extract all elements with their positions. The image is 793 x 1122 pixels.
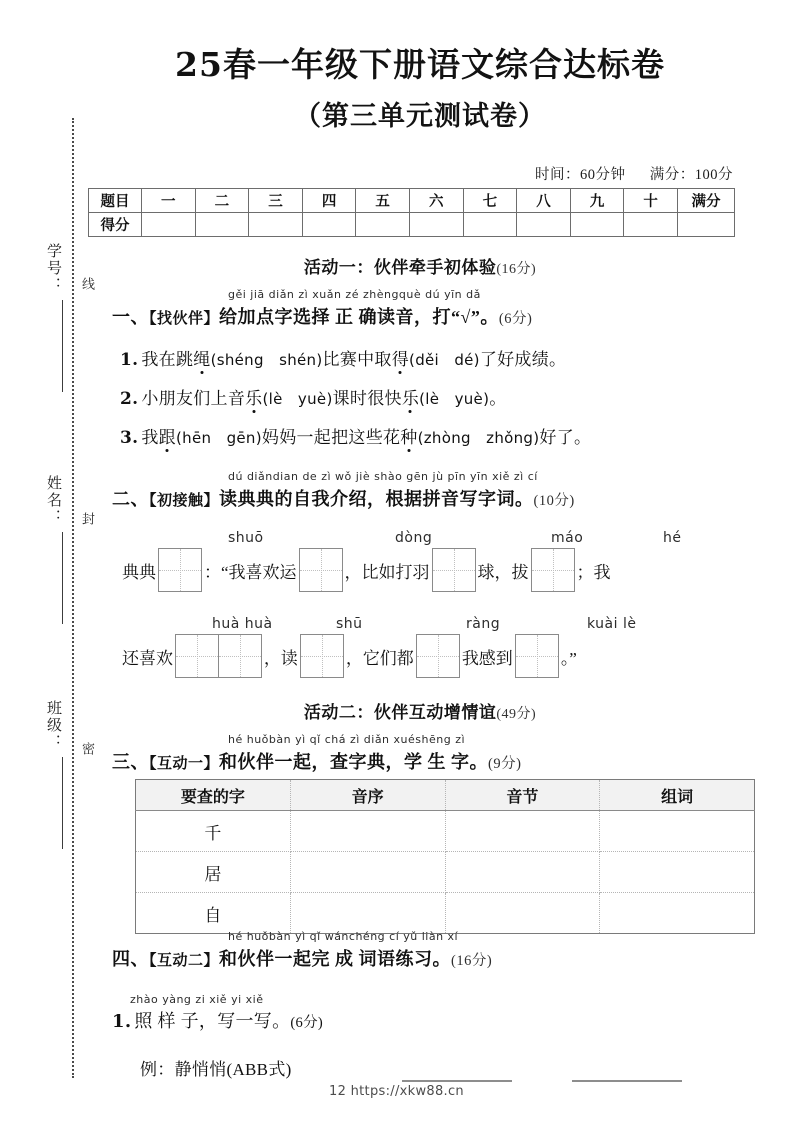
q4-points: (16分) [451,953,493,969]
score-table-row-label-得分: 得分 [89,213,142,237]
q4-text: 和伙伴一起完 成 词语练习。 [219,949,452,969]
seal-dotted-line [72,118,74,1078]
dict-row-3-char: 自 [136,893,291,934]
dict-row-3-yinxu[interactable] [290,893,445,934]
q2-heading [112,485,575,511]
q1-item-3-before: 我 [141,428,159,447]
student-name-rule [62,532,64,624]
student-number-label: 学号： [45,243,61,294]
score-value-6[interactable] [409,213,463,237]
q2-points: (10分) [533,493,575,509]
score-col-7: 七 [463,189,517,213]
seal-char-xian: 线 [80,277,95,290]
q2-line1-seg1: 典典 [122,562,156,582]
dict-row-1-char: 千 [136,811,291,852]
q2-line1-seg3: ，比如打羽 [344,562,430,582]
dict-header-yinxu: 音序 [290,780,445,811]
score-col-6: 六 [409,189,463,213]
q1-tag: 【找伙伴】 [149,311,220,327]
activity-1-heading [100,253,740,278]
q4-sub1-pinyin: zhào yàng zi xiě yi xiě [130,993,264,1006]
tianzige-cell[interactable] [300,634,344,678]
q3-number: 三、 [112,752,149,772]
q4-sub1-number: 1. [112,1011,132,1032]
q1-item-2-after: 。 [489,389,507,408]
dict-header-zuci: 组词 [600,780,755,811]
score-col-5: 五 [356,189,410,213]
score-value-4[interactable] [302,213,356,237]
q2-line2-seg4: 我感到 [461,648,513,668]
dict-row-3-zuci[interactable] [600,893,755,934]
score-value-9[interactable] [570,213,624,237]
score-table-value-row [89,213,735,237]
q2-line2-answer-box-4[interactable] [515,634,559,678]
q2-line1-seg4: 球，拔 [477,562,529,582]
q1-item-3-after: 好了。 [539,428,592,447]
q4-sub1-answer-blank-1[interactable] [402,1080,512,1082]
q4-number: 四、 [112,949,149,969]
score-value-1[interactable] [142,213,196,237]
title-block [100,46,740,133]
dictionary-lookup-table [135,779,755,934]
dict-row-1-zuci[interactable] [600,811,755,852]
tianzige-cell[interactable] [299,548,343,592]
q4-sub1-example: 例：静悄悄(ABB式) [140,1060,292,1079]
q1-item-3-middle: 妈妈一起把这些花 [261,428,401,447]
student-number-rule [62,300,64,392]
q2-line2-seg2: ，读 [263,648,298,668]
left-margin-seal-area [0,0,100,1122]
score-col-4: 四 [302,189,356,213]
tianzige-cell[interactable] [218,634,262,678]
dict-row-2-yinjie[interactable] [445,852,600,893]
score-col-8: 八 [517,189,571,213]
tianzige-cell[interactable] [158,548,202,592]
tianzige-cell[interactable] [175,634,219,678]
table-row [136,893,755,934]
page-subtitle: （第三单元测试卷） [294,100,546,132]
activity-2-heading [100,698,740,723]
score-col-9: 九 [570,189,624,213]
q2-pinyin: dú diǎndian de zì wǒ jiè shào gēn jù pīn yīn xiě zì cí [228,470,538,483]
q1-item-2-number: 2. [120,389,139,409]
student-name-label: 姓名： [45,475,61,526]
footer-watermark: 12 https://xkw88.cn [329,1084,464,1099]
q2-line1-box3-pinyin: máo [551,530,584,546]
tianzige-cell[interactable] [416,634,460,678]
q1-item-2-dotted-char-1: 乐 [245,384,262,409]
score-col-3: 三 [249,189,303,213]
q2-line2-seg1: 还喜欢 [122,648,173,668]
q1-item-1-dotted-char-2: 得 [392,345,409,370]
q4-sub1-heading [112,1007,323,1033]
q2-line1-answer-box-3[interactable] [432,548,476,592]
q2-line2-answer-box-3[interactable] [416,634,460,678]
q2-line2-seg3: ，它们都 [345,648,414,668]
q1-item-2-before: 小朋友们上音 [141,389,246,408]
seal-char-feng: 封 [80,512,95,525]
dict-row-2-char: 居 [136,852,291,893]
q2-line1-seg2: ：“我喜欢运 [204,562,297,582]
activity-1-title: 活动一：伙伴牵手初体验 [303,258,497,277]
q1-item-2-options-2[interactable]: (lè yuè) [419,390,490,408]
q1-item-3-options-2[interactable]: (zhòng zhǒng) [417,429,540,447]
q1-item-1-options-1[interactable]: (shéng shén) [210,351,323,369]
q1-item-3[interactable] [120,423,591,448]
class-field[interactable] [38,700,64,849]
score-value-3[interactable] [249,213,303,237]
q4-sub1-points: (6分) [290,1015,324,1031]
q2-line1-answer-box-1[interactable] [158,548,202,592]
score-col-total: 满分 [678,189,735,213]
score-col-2: 二 [195,189,249,213]
page-title: 25春一年级下册语文综合达标卷 [175,45,665,84]
q1-item-1-dotted-char-1: 绳 [193,345,210,370]
q1-item-1-before: 我在跳 [141,350,194,369]
q2-line-2 [120,634,579,678]
q2-line2-box4-pinyin: kuài lè [587,616,637,632]
tianzige-cell[interactable] [432,548,476,592]
q1-item-1[interactable] [120,345,566,370]
q4-pinyin: hé huǒbàn yì qǐ wánchéng cí yǔ liàn xí [228,930,459,943]
tianzige-cell[interactable] [531,548,575,592]
score-value-5[interactable] [356,213,410,237]
student-number-field[interactable] [38,243,64,392]
q4-heading [112,945,492,971]
score-col-1: 一 [142,189,196,213]
q1-item-1-after: 了好成绩。 [479,350,567,369]
activity-1-points: (16分) [496,262,537,277]
exam-time: 时间：60分钟 [535,167,626,183]
q1-item-3-number: 3. [120,428,139,448]
q1-pinyin: gěi jiā diǎn zì xuǎn zé zhèngquè dú yīn dǎ [228,288,481,301]
q2-text: 读典典的自我介绍，根据拼音写字词。 [219,489,534,509]
q1-points: (6分) [498,311,533,327]
student-name-field[interactable] [38,475,64,624]
q1-item-2-middle: 课时很快 [332,389,402,408]
q2-line1-box1-pinyin: shuō [228,530,264,546]
q1-heading [112,303,532,329]
activity-2-title: 活动二：伙伴互动增情谊 [303,703,497,722]
q1-item-1-options-2[interactable]: (děi dé) [409,351,480,369]
q1-item-3-options-1[interactable]: (hēn gēn) [175,429,262,447]
dict-row-1-yinxu[interactable] [290,811,445,852]
q2-line2-box3-pinyin: ràng [466,616,501,632]
q1-item-1-middle: 比赛中取 [322,350,392,369]
q2-line1-seg5: ；我 [576,562,611,582]
score-value-10[interactable] [624,213,678,237]
tianzige-cell[interactable] [515,634,559,678]
seal-char-mi: 密 [80,742,95,755]
q3-tag: 【互动一】 [149,756,220,772]
q1-text: 给加点字选择 正 确读音，打“√”。 [219,307,499,327]
dict-header-yinjie: 音节 [445,780,600,811]
q2-line2-box1-pinyin: huà huà [212,616,273,632]
q2-line2-answer-box-2[interactable] [300,634,344,678]
q4-tag: 【互动二】 [149,953,220,969]
q1-number: 一、 [112,307,149,327]
q2-tag: 【初接触】 [149,493,220,509]
q1-item-2-options-1[interactable]: (lè yuè) [262,390,333,408]
dict-row-2-zuci[interactable] [600,852,755,893]
q1-item-3-dotted-char-1: 跟 [159,423,176,448]
q2-line1-box4-pinyin: hé [663,530,682,546]
exam-meta [535,163,733,184]
q2-line1-box2-pinyin: dòng [395,530,433,546]
q2-line-1 [120,548,613,592]
q1-item-1-number: 1. [120,350,139,370]
activity-2-points: (49分) [496,707,537,722]
class-rule [62,757,64,849]
dict-row-1-yinjie[interactable] [445,811,600,852]
score-value-7[interactable] [463,213,517,237]
q3-pinyin: hé huǒbàn yì qǐ chá zì diǎn xuéshēng zì [228,733,466,746]
score-table-row-label-题目: 题目 [89,189,142,213]
dict-row-3-yinjie[interactable] [445,893,600,934]
score-table-header-row [89,189,735,213]
dict-header-char: 要查的字 [136,780,291,811]
q2-line1-answer-box-2[interactable] [299,548,343,592]
table-row [136,852,755,893]
table-row [136,811,755,852]
q2-line2-answer-box-1[interactable] [175,634,262,678]
score-value-8[interactable] [517,213,571,237]
q1-item-2-dotted-char-2: 乐 [402,384,419,409]
q2-line1-answer-box-4[interactable] [531,548,575,592]
exam-total-score: 满分：100分 [649,167,733,183]
q2-line2-box2-pinyin: shū [336,616,363,632]
score-table [88,188,735,237]
q2-line2-seg5: 。” [560,648,577,668]
q3-points: (9分) [488,756,522,772]
q1-item-3-dotted-char-2: 种 [400,423,417,448]
score-col-10: 十 [624,189,678,213]
q4-sub1-answer-blank-2[interactable] [572,1080,682,1082]
q3-heading [112,748,521,774]
q4-sub1-text: 照 样 子，写一写。 [134,1011,291,1031]
q1-item-2[interactable] [120,384,507,409]
q3-text: 和伙伴一起，查字典，学 生 字。 [219,752,489,772]
q2-number: 二、 [112,489,149,509]
dict-table-header-row [136,780,755,811]
dict-row-2-yinxu[interactable] [290,852,445,893]
score-value-2[interactable] [195,213,249,237]
class-label: 班级： [45,700,61,751]
score-value-total[interactable] [678,213,735,237]
